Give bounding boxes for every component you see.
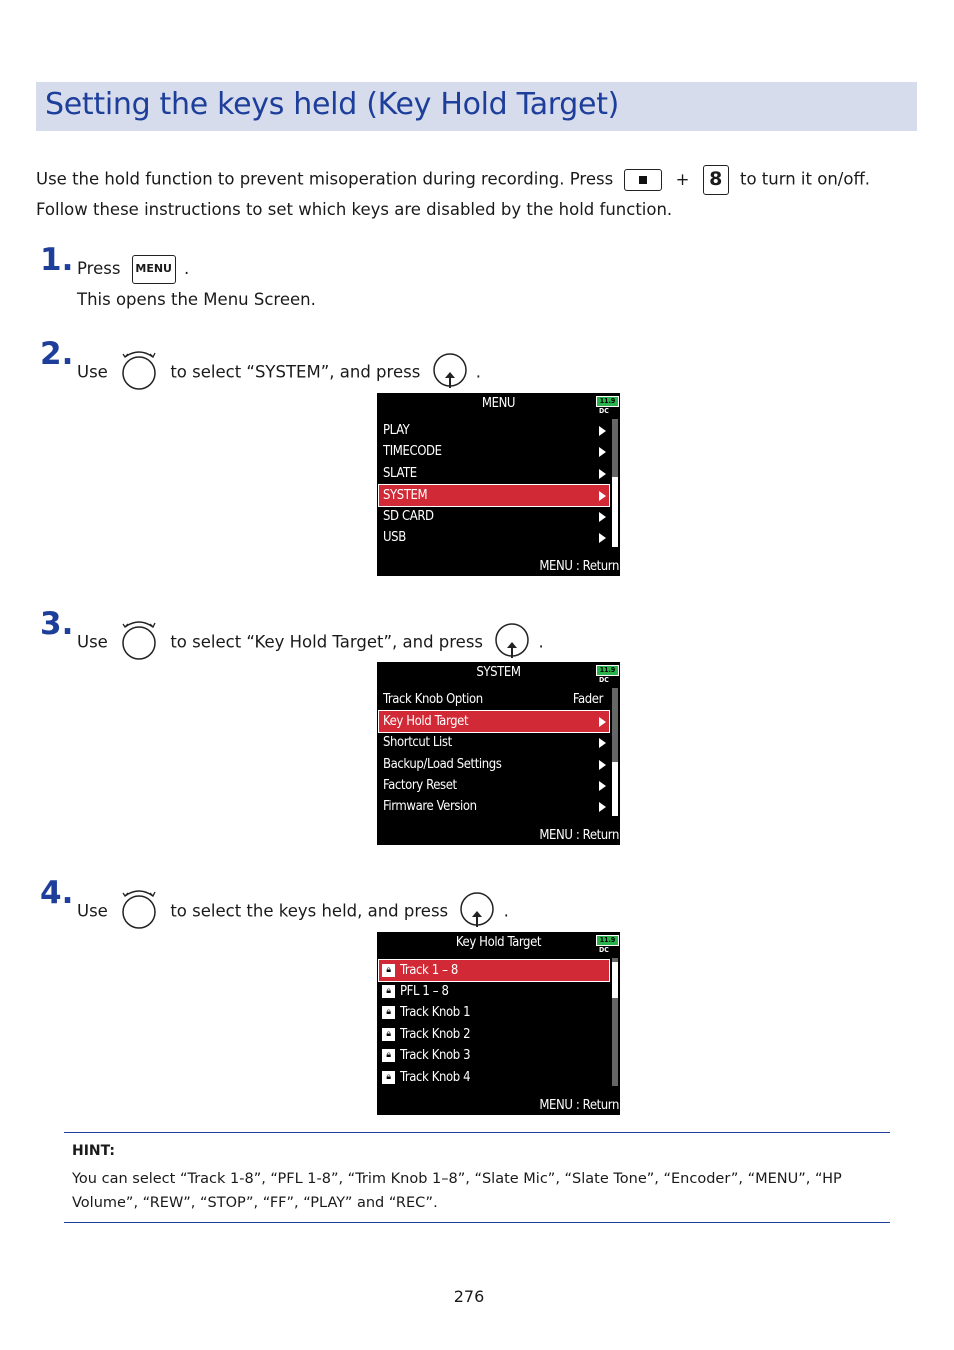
- system-row-backup-load-settings[interactable]: Backup/Load Settings: [379, 754, 609, 775]
- keyhold-row-track-knob-1[interactable]: 🔒︎ Track Knob 1: [379, 1002, 609, 1023]
- key-hold-screen-footer: MENU : Return: [539, 1098, 619, 1113]
- arrow-right-icon: [599, 760, 606, 770]
- menu-screen-footer: MENU : Return: [539, 559, 619, 574]
- stop-key-icon: [624, 169, 662, 191]
- key-hold-screen-title: Key Hold Target: [455, 935, 542, 950]
- system-row-shortcut-list[interactable]: Shortcut List: [379, 732, 609, 753]
- arrow-right-icon: [599, 781, 606, 791]
- lock-icon: 🔒︎: [382, 1071, 395, 1084]
- arrow-right-icon: [599, 491, 606, 501]
- menu-row-slate[interactable]: SLATE: [379, 463, 609, 484]
- arrow-right-icon: [599, 426, 606, 436]
- system-row-firmware-version[interactable]: Firmware Version: [379, 796, 609, 817]
- press-dial-icon: [459, 890, 495, 934]
- menu-row-timecode[interactable]: TIMECODE: [379, 441, 609, 462]
- step-3-text-a: Use: [77, 632, 108, 652]
- scrollbar: [612, 688, 618, 816]
- scrollbar: [612, 958, 618, 1086]
- lock-icon: 🔒︎: [382, 1006, 395, 1019]
- menu-row-system[interactable]: SYSTEM: [379, 485, 609, 506]
- lock-icon: 🔒︎: [382, 964, 395, 977]
- press-dial-icon: [494, 621, 530, 665]
- arrow-right-icon: [599, 469, 606, 479]
- keyhold-row-track-knob-2[interactable]: 🔒︎ Track Knob 2: [379, 1024, 609, 1045]
- menu-screen: [377, 393, 620, 576]
- rotate-dial-icon: [119, 619, 159, 667]
- system-row-track-knob-option[interactable]: Track Knob Option Fader: [383, 692, 603, 707]
- step-4-text-c: .: [503, 901, 509, 921]
- step-3-text-c: .: [538, 632, 544, 652]
- key-8-icon: 8: [703, 165, 729, 195]
- scrollbar: [612, 419, 618, 547]
- keyhold-row-track-knob-3[interactable]: 🔒︎ Track Knob 3: [379, 1045, 609, 1066]
- menu-row-usb[interactable]: USB: [379, 527, 609, 548]
- step-2-text-a: Use: [77, 362, 108, 382]
- step-3-number: 3.: [40, 606, 74, 642]
- step-4-line: [77, 888, 509, 936]
- system-screen: [377, 662, 620, 845]
- intro-text-a: Use the hold function to prevent misoperation during recording. Press: [36, 169, 614, 189]
- battery-icon: 11.9 DC: [593, 396, 619, 416]
- arrow-right-icon: [599, 533, 606, 543]
- step-4-text-a: Use: [77, 901, 108, 921]
- page-number: 276: [453, 1287, 485, 1306]
- plus-sign: +: [675, 169, 690, 189]
- menu-screen-title: MENU: [481, 396, 516, 411]
- rotate-dial-icon: [119, 888, 159, 936]
- hint-text: You can select “Track 1-8”, “PFL 1-8”, “Trim Knob 1–8”, “Slate Mic”, “Slate Tone”, “Encoder”, “MENU”, “HP Volume”, “REW”, “STOP”, “FF”, “PLAY” and “REC”.: [72, 1171, 842, 1211]
- keyhold-row-track-knob-4[interactable]: 🔒︎ Track Knob 4: [379, 1067, 609, 1088]
- step-1-text-a: Press: [77, 259, 121, 278]
- lock-icon: 🔒︎: [382, 985, 395, 998]
- intro-line-1: [36, 165, 870, 195]
- step-1-text-b: .: [183, 259, 190, 278]
- system-screen-footer: MENU : Return: [539, 828, 619, 843]
- press-dial-icon: [432, 351, 468, 395]
- arrow-right-icon: [599, 738, 606, 748]
- arrow-right-icon: [599, 512, 606, 522]
- step-1-line: [77, 255, 189, 284]
- system-screen-title: SYSTEM: [476, 665, 521, 680]
- hint-heading: HINT:: [72, 1143, 116, 1159]
- system-row-factory-reset[interactable]: Factory Reset: [379, 775, 609, 796]
- menu-key-icon: MENU: [132, 255, 176, 284]
- arrow-right-icon: [599, 717, 606, 727]
- intro-text-b: to turn it on/off.: [740, 169, 871, 189]
- step-2-text-b: to select “SYSTEM”, and press: [170, 362, 421, 382]
- system-row-key-hold-target[interactable]: Key Hold Target: [379, 711, 609, 732]
- menu-row-sd-card[interactable]: SD CARD: [379, 506, 609, 527]
- battery-icon: 11.9 DC: [593, 665, 619, 685]
- arrow-right-icon: [599, 447, 606, 457]
- keyhold-row-track-1-8[interactable]: 🔒︎ Track 1 – 8: [379, 960, 609, 981]
- battery-icon: 11.9 DC: [593, 935, 619, 955]
- step-2-text-c: .: [475, 362, 482, 382]
- step-2-number: 2.: [40, 336, 74, 372]
- menu-row-play[interactable]: PLAY: [379, 420, 609, 441]
- lock-icon: 🔒︎: [382, 1049, 395, 1062]
- intro-line-2: Follow these instructions to set which keys are disabled by the hold function.: [36, 200, 673, 219]
- step-1-number: 1.: [40, 242, 74, 278]
- title-bar: [36, 82, 917, 131]
- keyhold-row-pfl-1-8[interactable]: 🔒︎ PFL 1 – 8: [379, 981, 609, 1002]
- step-3-line: [77, 619, 544, 667]
- step-3-text-b: to select “Key Hold Target”, and press: [170, 632, 484, 652]
- page-title: Setting the keys held (Key Hold Target): [45, 87, 620, 122]
- step-4-text-b: to select the keys held, and press: [170, 901, 449, 921]
- arrow-right-icon: [599, 802, 606, 812]
- hint-box: [64, 1132, 890, 1223]
- lock-icon: 🔒︎: [382, 1028, 395, 1041]
- rotate-dial-icon: [119, 349, 159, 397]
- key-hold-target-screen: [377, 932, 620, 1115]
- step-4-number: 4.: [40, 875, 74, 911]
- step-1-note: This opens the Menu Screen.: [77, 290, 316, 309]
- step-2-line: [77, 349, 481, 397]
